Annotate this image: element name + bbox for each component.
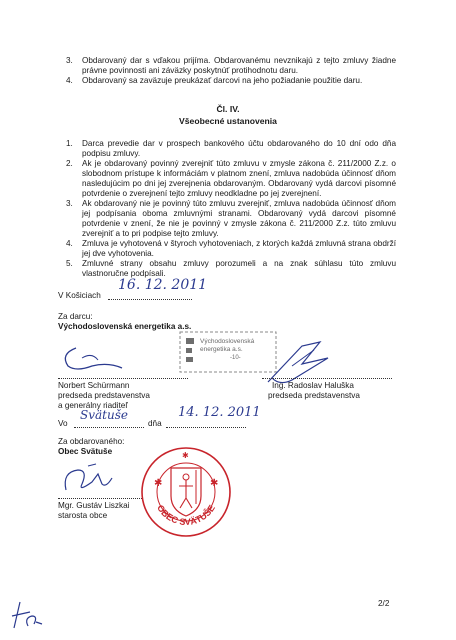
signature-haluska [262, 340, 342, 386]
signature-line-1 [58, 378, 188, 379]
recipient-date-line [166, 427, 246, 428]
svg-text:✱: ✱ [182, 451, 189, 460]
item-number: 3. [66, 56, 73, 65]
recipient-place-line [74, 427, 144, 428]
donor-date-line [108, 299, 192, 300]
page-number: 2/2 [378, 599, 390, 608]
item-text: Zmluvné strany obsahu zmluvy porozumeli a na znak súhlasu túto zmluvu vlastnoručne podpísali. [82, 259, 396, 278]
initials-mark [8, 598, 48, 632]
recipient-handwritten-place: Svätuše [80, 408, 128, 422]
stamp-line-3: -10- [230, 355, 241, 361]
svg-text:✱: ✱ [210, 478, 219, 489]
item-number: 4. [66, 239, 73, 248]
signatory2-role: predseda predstavenstva [268, 391, 360, 400]
donor-place-label: V Košiciach [58, 291, 101, 300]
signature-line-2 [262, 378, 392, 379]
seal-text: OBEC SVÄTUŠE [155, 503, 217, 528]
recipient-date-label: dňa [148, 419, 162, 428]
municipal-seal [140, 446, 232, 538]
item-text: Obdarovaný sa zaväzuje preukázať darcovi na jeho požiadanie použitie daru. [82, 76, 363, 85]
item-text: Darca prevedie dar v prospech bankového účtu obdarovaného do 10 dní odo dňa podpisu zmluvy. [82, 139, 396, 158]
donor-company: Východoslovenská energetika a.s. [58, 322, 192, 331]
item-text: Zmluva je vyhotovená v štyroch vyhotoveniach, z ktorých každá zmluvná strana obdrží jej dve vyhotovenia. [82, 239, 396, 258]
recipient-signatory-role: starosta obce [58, 511, 108, 520]
recipient-place-label: Vo [58, 419, 68, 428]
stamp-line-2: energetika a.s. [200, 346, 243, 353]
signature-schurmann [62, 344, 142, 374]
item-text: Ak je obdarovaný povinný zverejniť túto zmluvu v zmysle zákona č. 211/2000 Z.z. o slobodnom prístupe k informáciám v platnom znení, zmluva nadobúda účinnosť dňom nasledujúcim po dni jej zverejnenia obdarovaným. Obdarovaný vydá darcovi písomné potvrdenie o zverejnení tejto zmluvy neodkladne po jej zverejnení. [82, 159, 396, 198]
signatory1-name: Norbert Schürmann [58, 381, 130, 390]
recipient-name: Obec Svätuše [58, 447, 113, 456]
item-text: Ak obdarovaný nie je povinný túto zmluvu zverejniť, zmluva nadobúda účinnosť dňom jej podpísania oboma zmluvnými stranami. Obdarovaný vydá darcovi písomné potvrdenie v znení, že nie je povinný v zmysle zákona č. 211/2000 Z.z. túto zmluvu zverejniť a to pri podpise tejto zmluvy. [82, 199, 396, 238]
signatory1-role2: a generálny riaditeľ [58, 401, 128, 410]
signatory2-name: Ing. Radoslav Haluška [272, 381, 354, 390]
item-number: 1. [66, 139, 73, 148]
recipient-label: Za obdarovaného: [58, 437, 125, 446]
item-number: 5. [66, 259, 73, 268]
item-number: 3. [66, 199, 73, 208]
donor-handwritten-date: 16. 12. 2011 [118, 277, 208, 293]
signatory1-role1: predseda predstavenstva [58, 391, 150, 400]
recipient-signatory-name: Mgr. Gustáv Liszkai [58, 501, 130, 510]
signature-liszkai [58, 462, 128, 496]
svg-text:✱: ✱ [154, 478, 163, 489]
recipient-handwritten-date: 14. 12. 2011 [178, 405, 261, 420]
donor-label: Za darcu: [58, 312, 93, 321]
article-number: Čl. IV. [216, 104, 240, 114]
stamp-line-1: Východoslovenská [200, 338, 255, 345]
signature-line-3 [58, 498, 142, 499]
item-number: 2. [66, 159, 73, 168]
item-number: 4. [66, 76, 73, 85]
item-text: Obdarovaný dar s vďakou prijíma. Obdarovanému nevznikajú z tejto zmluvy žiadne právne povinnosti ani záväzky poskytnúť protihodnotu daru. [82, 56, 396, 75]
article-title: Všeobecné ustanovenia [179, 116, 277, 126]
